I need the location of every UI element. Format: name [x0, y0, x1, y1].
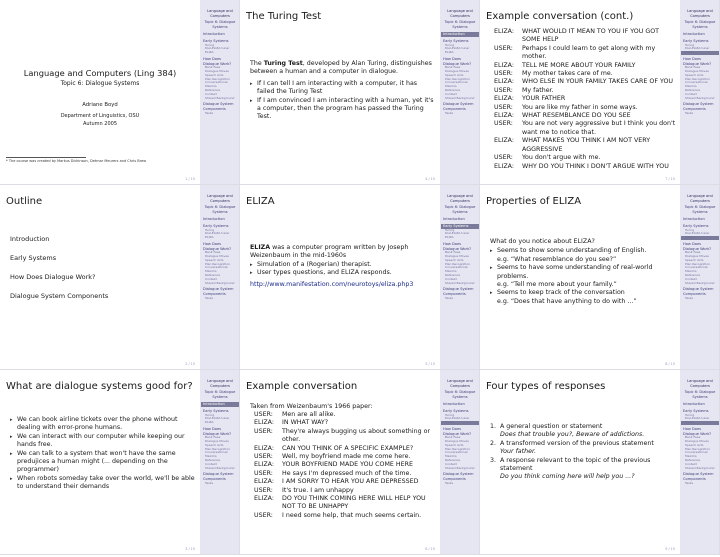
bullet: ▸ Seems to have some understanding of real-world problems. [490, 264, 676, 281]
nav-item[interactable]: Dialogue Moves [685, 253, 709, 258]
nav-item[interactable]: Context [445, 461, 457, 466]
nav-item[interactable]: ELIZA [445, 50, 454, 55]
nav-item[interactable]: Early Systems [441, 224, 479, 229]
dialogue-transcript [494, 28, 678, 171]
nav-item[interactable]: Tasks [445, 480, 454, 485]
slide-turing-test [240, 0, 480, 185]
nav-item[interactable]: Conversational Maxims [445, 80, 468, 89]
item-number: 2. [490, 439, 497, 447]
utterance: I AM SORRY TO HEAR YOU ARE DEPRESSED [282, 478, 419, 486]
utterance: You are like my father in some ways. [522, 103, 638, 111]
nav-item[interactable]: Turing [685, 412, 695, 417]
nav-item[interactable]: Speech Acts [685, 442, 704, 447]
nav-item[interactable]: Tasks [205, 480, 214, 485]
nav-item[interactable]: Early Systems [203, 223, 229, 228]
slide-eliza [240, 185, 480, 370]
nav-item[interactable]: Dialogue System Components [683, 287, 714, 296]
nav-item[interactable]: Reference [685, 272, 701, 277]
utterance: WHAT RESEMBLANCE DO YOU SEE [522, 112, 631, 120]
nav-item[interactable]: Reference [685, 87, 701, 92]
slide-body [250, 244, 436, 289]
utterance: Perhaps I could learn to get along with my mother. [522, 44, 656, 61]
speaker-label: USER: [254, 411, 273, 418]
nav-item[interactable]: Shared Background [205, 95, 235, 100]
nav-item[interactable]: Plan Recognition [445, 261, 471, 266]
utterance: IN WHAT WAY? [282, 419, 329, 427]
nav-item[interactable]: ELIZA [205, 50, 214, 55]
nav-item[interactable]: Dialogue Moves [445, 438, 469, 443]
nav-sidebar [680, 185, 720, 369]
nav-item[interactable]: How Does Dialogue Work? [443, 241, 472, 251]
nav-topic: Topic 6: Dialogue Systems [684, 20, 716, 29]
eliza-link[interactable]: http://www.manifestation.com/neurotoys/eliza.php3 [250, 280, 414, 288]
slide-heading: What are dialogue systems good for? [6, 381, 193, 392]
outline-item-early-systems[interactable]: Early Systems [10, 253, 57, 262]
utterance: They're always bugging us about something or other. [282, 427, 431, 444]
slide-four-response-types [480, 370, 720, 555]
nav-topic: Topic 6: Dialogue Systems [684, 390, 716, 399]
nav-item[interactable]: Context [205, 461, 217, 466]
nav-course-title: Language and Computers [687, 379, 713, 388]
speaker-label: ELIZA: [494, 112, 514, 120]
nav-course-title: Language and Computers [207, 194, 233, 203]
nav-item[interactable]: Dial-ELIZA tuner [205, 231, 230, 236]
utterance: You don't argue with me. [522, 154, 601, 162]
nav-item[interactable]: Conversational Maxims [445, 450, 468, 459]
nav-item[interactable]: Shared Background [445, 95, 475, 100]
nav-item[interactable]: Speech Acts [205, 442, 224, 447]
nav-item[interactable]: Speech Acts [205, 72, 224, 77]
response-list [490, 423, 676, 482]
nav-item[interactable]: Dialogue System Components [443, 287, 474, 296]
nav-item[interactable]: How Does Dialogue Work? [683, 241, 712, 251]
slide-heading: Outline [6, 196, 43, 207]
nav-item[interactable]: Early Systems [203, 408, 229, 413]
nav-item[interactable]: Reference [205, 457, 221, 462]
slide-body [10, 416, 196, 492]
nav-item[interactable]: Conversational Maxims [205, 450, 228, 459]
slide-heading: Four types of responses [486, 381, 606, 392]
nav-item[interactable]: Tasks [445, 295, 454, 300]
nav-item[interactable]: Conversational Maxims [445, 265, 468, 274]
nav-item[interactable]: Dialogue Moves [445, 68, 469, 73]
speaker-label: ELIZA: [254, 478, 274, 486]
nav-item[interactable]: Dialogue System Components [203, 472, 234, 481]
nav-item[interactable]: Dialogue Moves [685, 438, 709, 443]
slide-dialogue-good-for [0, 370, 240, 555]
nav-item[interactable]: Tasks [685, 295, 694, 300]
nav-item[interactable]: Shared Background [445, 280, 475, 285]
nav-item[interactable]: Conversational Maxims [205, 80, 228, 89]
nav-item[interactable]: Reference [445, 457, 461, 462]
bullet: ▸ We can book airline tickets over the phone without dealing with error-prone humans. [10, 416, 196, 433]
nav-item[interactable]: Context [445, 276, 457, 281]
slide-title [0, 0, 240, 185]
nav-item[interactable]: Dial-ELIZA tuner [685, 46, 710, 51]
question: What do you notice about ELIZA? [490, 238, 595, 245]
affiliation: Department of Linguistics, OSU [60, 113, 140, 119]
bullet: ▸ We can talk to a system that won't have the same predujices a human might (... depending on the programmer) [10, 450, 196, 475]
nav-item[interactable]: Conversational Maxims [685, 80, 708, 89]
item-number: 3. [490, 456, 497, 464]
utterance: WHO ELSE IN YOUR FAMILY TAKES CARE OF YOU [522, 78, 674, 86]
nav-item[interactable]: Dial-ELIZA tuner [685, 416, 710, 421]
nav-item[interactable]: Conversational Maxims [685, 450, 708, 459]
nav-course-title: Language and Computers [687, 9, 713, 18]
speaker-label: ELIZA: [254, 444, 274, 452]
nav-item[interactable]: Dialogue System Components [203, 287, 234, 296]
nav-item[interactable]: Bank Fees [685, 65, 701, 70]
utterance: You are not very aggressive but I think you don't want me to notice that. [522, 120, 676, 136]
nav-item[interactable]: Dialogue System Components [683, 472, 714, 481]
nav-item[interactable]: Turing [445, 412, 455, 417]
nav-item[interactable]: Turing [685, 42, 695, 47]
nav-course-title: Language and Computers [447, 9, 473, 18]
slide-body [490, 238, 676, 306]
outline-list [10, 235, 190, 300]
item-number: 1. [490, 423, 497, 430]
nav-item[interactable]: Turing [205, 412, 215, 417]
utterance: It's true. I am unhappy [282, 486, 354, 494]
bullet: ▸ User types questions, and ELIZA responds. [250, 269, 436, 277]
slide-heading: ELIZA [246, 196, 275, 207]
nav-item[interactable]: Plan Recognition [685, 261, 711, 266]
utterance: WHAT WOULD IT MEAN TO YOU IF YOU GOT SOME HELP [522, 28, 660, 44]
response-type: A transformed version of the previous statement [500, 439, 654, 447]
nav-sidebar [200, 0, 240, 184]
nav-topic: Topic 6: Dialogue Systems [684, 205, 716, 214]
outline-item-introduction[interactable]: Introduction [10, 235, 50, 243]
nav-item[interactable]: Tasks [205, 110, 214, 115]
bullet: ▸ If I can tell I am interacting with a computer, it has failed the Turing Test [250, 80, 436, 97]
nav-item[interactable]: Speech Acts [685, 72, 704, 77]
nav-item[interactable]: Reference [445, 87, 461, 92]
nav-item[interactable]: Dial-ELIZA tuner [205, 46, 230, 51]
response-example: Do you think coming here will help you ...? [500, 473, 635, 481]
course-title: Language and Computers (Ling 384) [23, 68, 177, 78]
nav-course-title: Language and Computers [447, 194, 473, 203]
bullet: ▸ When robots someday take over the world, we'll be able to understand their demands [10, 475, 196, 492]
bullet: ▸ If I am convinced I am interacting with a human, yet it's a computer, then the program has passed the Turing Test. [250, 97, 436, 122]
nav-item[interactable]: Tasks [445, 110, 454, 115]
nav-item[interactable]: Reference [205, 272, 221, 277]
nav-topic: Topic 6: Dialogue Systems [444, 20, 476, 29]
slide-outline [0, 185, 240, 370]
page-number: 3 / 15 [185, 547, 195, 551]
nav-item[interactable]: Reference [685, 457, 701, 462]
page-number: 2 / 15 [185, 362, 195, 366]
speaker-label: ELIZA: [494, 78, 514, 86]
utterance: DO YOU THINK COMING HERE WILL HELP YOU NOT TO BE UNHAPPY [282, 495, 426, 511]
nav-item[interactable]: Bank Fees [205, 435, 221, 440]
speaker-label: ELIZA: [254, 419, 274, 427]
nav-item[interactable]: Shared Background [205, 280, 235, 285]
page-number: 4 / 15 [425, 177, 435, 181]
speaker-label: ELIZA: [254, 495, 274, 503]
nav-item[interactable]: Bank Fees [685, 250, 701, 255]
speaker-label: USER: [494, 154, 513, 162]
nav-item[interactable]: Plan Recognition [685, 76, 711, 81]
nav-item[interactable]: Turing [445, 227, 455, 232]
page-number: 6 / 15 [425, 547, 435, 551]
nav-item[interactable]: Dialogue Moves [685, 68, 709, 73]
nav-item[interactable]: Speech Acts [445, 257, 464, 262]
speaker-label: USER: [494, 103, 513, 111]
nav-item[interactable]: Dialogue System Components [203, 102, 234, 111]
speaker-label: ELIZA: [494, 28, 514, 35]
slide-body [250, 60, 436, 122]
nav-item[interactable]: Bank Fees [205, 250, 221, 255]
nav-item[interactable]: Turing [445, 42, 455, 47]
nav-item[interactable]: Early Systems [683, 38, 709, 43]
bullet: ▸ Seems to keep track of the conversation [490, 289, 676, 297]
utterance: My father. [522, 86, 554, 94]
utterance: He says I'm depressed much of the time. [282, 469, 412, 477]
nav-sidebar [440, 370, 480, 554]
nav-item[interactable]: Bank Fees [685, 435, 701, 440]
speaker-label: ELIZA: [494, 61, 514, 69]
nav-item[interactable]: Context [205, 91, 217, 96]
nav-item[interactable]: Shared Background [445, 465, 475, 470]
nav-item[interactable]: How Does Dialogue Work? [683, 56, 712, 66]
utterance: WHAT MAKES YOU THINK I AM NOT VERY AGGRESSIVE [522, 137, 651, 153]
nav-item[interactable]: Plan Recognition [445, 76, 471, 81]
utterance: My mother takes care of me. [522, 70, 613, 78]
bullet: ▸ Seems to show some understanding of English. [490, 247, 676, 255]
speaker-label: USER: [494, 86, 513, 94]
nav-item[interactable]: Reference [445, 272, 461, 277]
nav-item[interactable]: Bank Fees [205, 65, 221, 70]
nav-item[interactable]: Conversational Maxims [205, 265, 228, 274]
slide-heading: The Turing Test [246, 11, 322, 22]
nav-item[interactable]: Plan Recognition [205, 261, 231, 266]
nav-item[interactable]: ELIZA [205, 420, 214, 425]
nav-item[interactable]: Context [685, 461, 697, 466]
utterance: WHY DO YOU THINK I DON'T ARGUE WITH YOU [522, 162, 669, 170]
response-example: Does that trouble you?, Beware of addictions. [500, 431, 645, 439]
nav-item[interactable]: Introduction [201, 402, 239, 407]
page-number: 7 / 15 [665, 177, 675, 181]
nav-item[interactable]: Shared Background [205, 465, 235, 470]
nav-topic: Topic 6: Dialogue Systems [444, 390, 476, 399]
nav-item[interactable]: Introduction [441, 32, 479, 37]
nav-item[interactable]: Turing [205, 227, 215, 232]
nav-sidebar [680, 370, 720, 554]
speaker-label: USER: [494, 44, 513, 52]
nav-sidebar [200, 370, 240, 554]
term: Autumn 2005 [82, 121, 118, 127]
speaker-label: ELIZA: [494, 162, 514, 170]
footnote-rule [6, 157, 86, 158]
nav-item[interactable]: Tasks [205, 295, 214, 300]
speaker-label: USER: [494, 120, 513, 128]
nav-item[interactable]: Context [445, 91, 457, 96]
nav-item[interactable]: Early Systems [443, 408, 469, 413]
footnote: * The course was created by Markus Dickinson, Detmar Meurers and Chris Brew [6, 159, 147, 163]
response-type: A response relevant to the topic of the previous statement [500, 456, 651, 473]
utterance: TELL ME MORE ABOUT YOUR FAMILY [522, 61, 636, 69]
intro-paragraph: The Turing Test, developed by Alan Turing, distinguishes between a human and a computer in dialogue. [250, 60, 432, 76]
outline-item-dialogue-work[interactable]: How Does Dialogue Work? [10, 272, 96, 281]
response-example: Your father. [500, 448, 537, 456]
nav-item[interactable]: Dialogue System Components [443, 472, 474, 481]
nav-item[interactable]: Speech Acts [205, 257, 224, 262]
nav-item[interactable]: Bank Fees [445, 65, 461, 70]
nav-item[interactable]: Early Systems [683, 223, 709, 228]
response-type: A general question or statement [500, 423, 603, 430]
slide-heading: Example conversation [246, 381, 358, 392]
nav-course-title: Language and Computers [207, 9, 233, 18]
nav-item[interactable]: Reference [205, 87, 221, 92]
nav-topic: Topic 6: Dialogue Systems [204, 205, 236, 214]
nav-item[interactable]: Dialogue Moves [205, 438, 229, 443]
nav-item[interactable]: Tasks [685, 110, 694, 115]
nav-item[interactable]: Bank Fees [445, 435, 461, 440]
nav-course-title: Language and Computers [447, 379, 473, 388]
nav-item[interactable]: Dial-ELIZA tuner [205, 416, 230, 421]
nav-sidebar [200, 185, 240, 369]
nav-item[interactable]: Dial-ELIZA tuner [685, 231, 710, 236]
speaker-label: ELIZA: [494, 137, 514, 145]
nav-item[interactable]: How Does Dialogue Work? [683, 426, 712, 436]
topic-subtitle: Topic 6: Dialogue Systems [60, 80, 140, 87]
nav-item[interactable]: How Does Dialogue Work? [203, 56, 232, 66]
nav-sidebar [440, 185, 480, 369]
utterance: Well, my boyfriend made me come here. [282, 453, 411, 461]
nav-item[interactable]: Bank Fees [445, 250, 461, 255]
nav-item[interactable]: ELIZA [681, 421, 719, 425]
nav-item[interactable]: Early Systems [203, 38, 229, 43]
nav-item[interactable]: Early Systems [683, 408, 709, 413]
nav-item[interactable]: Introduction [683, 217, 705, 222]
nav-sidebar [680, 0, 720, 184]
nav-item[interactable]: ELIZA [441, 421, 479, 425]
nav-item[interactable]: Dialogue System Components [683, 102, 714, 111]
nav-item[interactable]: Turing [205, 42, 215, 47]
speaker-label: USER: [254, 427, 273, 435]
slide-example-conversation-cont [480, 0, 720, 185]
nav-item[interactable]: Dialogue System Components [443, 102, 474, 111]
nav-item[interactable]: Plan Recognition [205, 446, 231, 451]
author: Adriane Boyd [82, 102, 118, 108]
utterance: I need some help, that much seems certain. [282, 511, 422, 519]
nav-item[interactable]: Tasks [685, 480, 694, 485]
nav-item[interactable]: ELIZA [205, 235, 214, 240]
nav-course-title: Language and Computers [207, 379, 233, 388]
nav-item[interactable]: ELIZA [681, 236, 719, 240]
nav-item[interactable]: Shared Background [685, 465, 715, 470]
nav-item[interactable]: Speech Acts [445, 442, 464, 447]
nav-item[interactable]: Speech Acts [685, 257, 704, 262]
speaker-label: USER: [254, 469, 273, 477]
nav-item[interactable]: Speech Acts [445, 72, 464, 77]
slide-properties-eliza [480, 185, 720, 370]
bullet-example: e.g. “What resemblance do you see?” [497, 255, 617, 263]
slide-heading: Example conversation (cont.) [486, 11, 634, 22]
nav-item[interactable]: How Does Dialogue Work? [443, 56, 472, 66]
nav-item[interactable]: Introduction [443, 402, 465, 407]
utterance: YOUR FATHER [522, 95, 566, 103]
nav-item[interactable]: Dialogue Moves [205, 253, 229, 258]
nav-item[interactable]: Dial-ELIZA tuner [445, 416, 470, 421]
nav-sidebar [440, 0, 480, 184]
speaker-label: USER: [254, 486, 273, 494]
intro-paragraph: ELIZA was a computer program written by Joseph Weizenbaum in the mid-1960s [250, 244, 409, 260]
nav-item[interactable]: ELIZA [445, 235, 454, 240]
nav-item[interactable]: Context [205, 276, 217, 281]
page-number: 9 / 15 [665, 547, 675, 551]
page-number: 8 / 15 [665, 362, 675, 366]
slide-example-conversation [240, 370, 480, 555]
nav-course-title: Language and Computers [687, 194, 713, 203]
nav-item[interactable]: Context [685, 276, 697, 281]
nav-item[interactable]: Introduction [443, 217, 465, 222]
nav-topic: Topic 6: Dialogue Systems [204, 20, 236, 29]
slide-heading: Properties of ELIZA [486, 196, 582, 207]
nav-item[interactable]: How Does Dialogue Work? [203, 426, 232, 436]
outline-item-components[interactable]: Dialogue System Components [10, 291, 109, 300]
nav-item[interactable]: Conversational Maxims [685, 265, 708, 274]
nav-item[interactable]: Introduction [683, 32, 705, 37]
nav-topic: Topic 6: Dialogue Systems [204, 390, 236, 399]
utterance: YOUR BOYFRIEND MADE YOU COME HERE [282, 461, 413, 469]
page-number: 5 / 15 [425, 362, 435, 366]
speaker-label: USER: [494, 70, 513, 78]
nav-item[interactable]: How Does Dialogue Work? [203, 241, 232, 251]
speaker-label: ELIZA: [254, 461, 274, 469]
speaker-label: ELIZA: [494, 95, 514, 103]
nav-item[interactable]: Introduction [203, 217, 225, 222]
nav-item[interactable]: Shared Background [685, 95, 715, 100]
nav-topic: Topic 6: Dialogue Systems [444, 205, 476, 214]
nav-item[interactable]: Turing [685, 227, 695, 232]
speaker-label: USER: [254, 511, 273, 519]
nav-item[interactable]: ELIZA [681, 51, 719, 55]
nav-item[interactable]: Plan Recognition [445, 446, 471, 451]
utterance: CAN YOU THINK OF A SPECIFIC EXAMPLE? [282, 444, 414, 452]
page-number: 1 / 15 [185, 177, 195, 181]
nav-item[interactable]: Dial-ELIZA tuner [445, 231, 470, 236]
bullet-example: e.g. “Does that have anything to do with ...” [497, 297, 637, 305]
nav-item[interactable]: How Does Dialogue Work? [443, 426, 472, 436]
nav-item[interactable]: Introduction [683, 402, 705, 407]
bullet: ▸ Simulation of a (Rogerian) therapist. [250, 261, 436, 269]
bullet: ▸ We can interact with our computer while keeping our hands free. [10, 433, 196, 450]
nav-item[interactable]: Plan Recognition [205, 76, 231, 81]
bullet-example: e.g. “Tell me more about your family.” [497, 281, 617, 289]
speaker-label: USER: [254, 453, 273, 461]
dialogue-transcript [254, 411, 438, 520]
nav-item[interactable]: Introduction [203, 32, 225, 37]
nav-item[interactable]: Shared Background [685, 280, 715, 285]
nav-item[interactable]: Early Systems [443, 38, 469, 43]
nav-item[interactable]: Plan Recognition [685, 446, 711, 451]
nav-item[interactable]: Dialogue Moves [205, 68, 229, 73]
utterance: Men are all alike. [282, 411, 336, 418]
source-note: Taken from Weizenbaum's 1966 paper: [250, 403, 373, 410]
nav-item[interactable]: Dial-ELIZA tuner [445, 46, 470, 51]
nav-item[interactable]: Context [685, 91, 697, 96]
nav-item[interactable]: Dialogue Moves [445, 253, 469, 258]
